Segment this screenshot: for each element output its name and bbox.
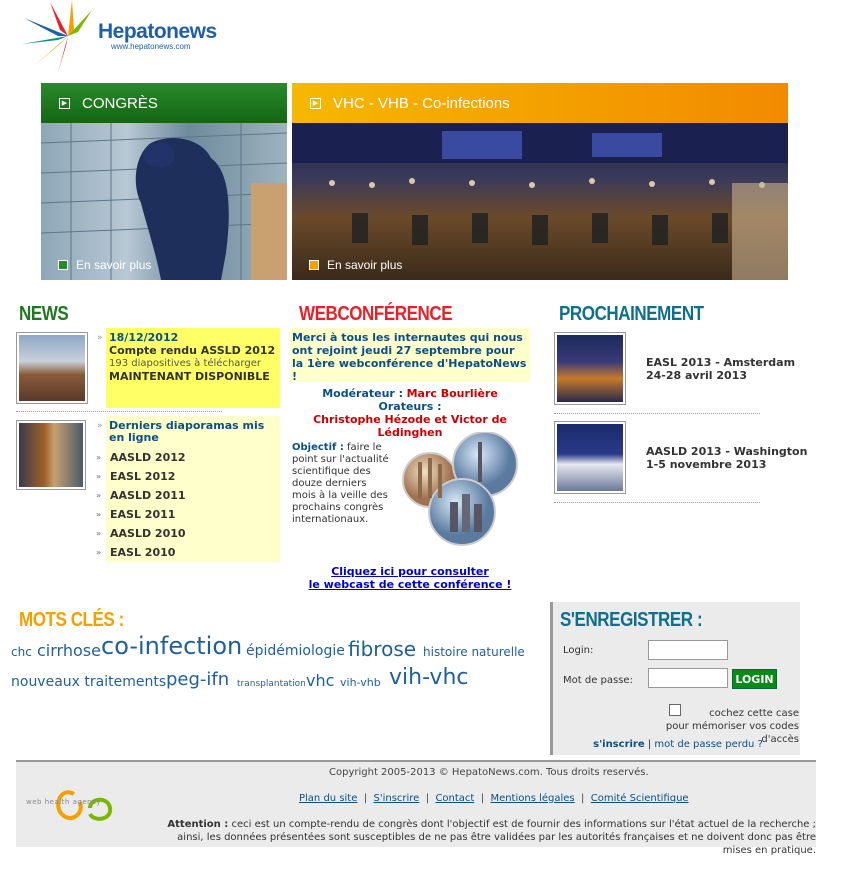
banner-vhc[interactable] <box>292 83 788 281</box>
keyword-peg-ifn[interactable]: peg-ifn <box>166 669 230 690</box>
register-box <box>550 602 800 755</box>
register-links <box>553 739 803 750</box>
event-washington[interactable] <box>646 445 807 471</box>
bullet-icon: » <box>96 509 102 519</box>
banner-congres-header <box>41 83 287 123</box>
more-label: En savoir plus <box>76 258 152 272</box>
keyword-histoire-naturelle[interactable]: histoire naturelle <box>423 645 525 659</box>
list-item[interactable] <box>96 488 186 502</box>
event-dates: 24-28 avril 2013 <box>646 369 748 382</box>
banner-congres-title: CONGRÈS <box>82 94 158 112</box>
attention-text <box>150 818 816 857</box>
footer-link-mentions[interactable]: Mentions légales <box>490 793 575 804</box>
register-title: S'ENREGISTRER : <box>560 609 703 631</box>
keyword-transplantation[interactable]: transplantation <box>237 679 306 689</box>
webconf-objectif <box>292 442 392 526</box>
divider <box>16 411 222 412</box>
copyright: Copyright 2005-2013 © HepatoNews.com. Tous droits reservés. <box>329 767 649 778</box>
webcast-link-line2[interactable]: le webcast de cette conférence ! <box>308 578 512 591</box>
prochainement-title: PROCHAINEMENT <box>559 303 704 325</box>
bullet-icon: » <box>97 333 103 343</box>
list-item-label: AASLD 2012 <box>110 450 186 464</box>
keyword-chc[interactable]: chc <box>11 645 32 659</box>
news-title: NEWS <box>19 303 69 325</box>
webcast-link-line1[interactable]: Cliquez ici pour consulter <box>331 565 489 578</box>
list-item[interactable] <box>96 469 175 483</box>
separator: | <box>647 739 652 750</box>
en-savoir-plus-vhc[interactable] <box>309 258 402 272</box>
bullet-icon: » <box>96 490 102 500</box>
login-label: Login: <box>563 645 594 656</box>
webconf-intro-box <box>290 328 530 382</box>
keyword-epidemiologie[interactable]: épidémiologie <box>246 643 345 659</box>
footer-links: Plan du site | S'inscrire | Contact | Mentions légales | Comité Scientifique <box>299 793 689 804</box>
event-thumb-washington[interactable] <box>554 421 626 494</box>
news-headline: Compte rendu ASSLD 2012 <box>109 344 276 357</box>
news-sub: 193 diapositives à télécharger <box>109 358 261 369</box>
login-input[interactable] <box>648 640 728 660</box>
remember-label: cochez cette case pour mémoriser vos codes d'accès <box>665 708 799 745</box>
attention-label: Attention : <box>167 819 229 830</box>
en-savoir-plus-congres[interactable] <box>58 258 151 272</box>
password-label: Mot de passe: <box>563 675 633 686</box>
logo-url: www.hepatonews.com <box>111 42 191 51</box>
logo-star-icon[interactable] <box>20 0 110 72</box>
conference-hall-photo <box>292 123 788 280</box>
arrow-square-icon <box>58 260 68 270</box>
bullet-icon: » <box>96 528 102 538</box>
news-thumb-2[interactable] <box>16 420 86 490</box>
face-photo <box>19 423 83 487</box>
event-name: EASL 2013 - Amsterdam <box>646 356 796 369</box>
forgot-password-link[interactable]: mot de passe perdu ? <box>654 739 763 750</box>
arrow-square-icon: ▶ <box>310 98 321 109</box>
footer-link-plan[interactable]: Plan du site <box>299 793 358 804</box>
keyword-vih-vhb[interactable]: vih-vhb <box>340 676 381 689</box>
event-amsterdam[interactable] <box>646 356 795 382</box>
attention-body: ceci est un compte-rendu de congrès dont l'objectif est de fournir des informations sur l'état actuel de la recherche ; ainsi, les données présentées sont susceptibles de ne pas être validées par les autorités françaises et ne doivent donc pas être mises en pratique. <box>177 819 816 856</box>
news-status: MAINTENANT DISPONIBLE <box>109 370 270 383</box>
footer-link-inscrire[interactable]: S'inscrire <box>373 793 420 804</box>
list-item[interactable] <box>96 507 175 521</box>
arrow-square-icon: ▶ <box>59 98 70 109</box>
password-input[interactable] <box>648 668 728 688</box>
list-item-label: AASLD 2010 <box>110 526 186 540</box>
news-item-2-headline[interactable]: Derniers diaporamas mis en ligne <box>109 419 265 444</box>
list-item[interactable] <box>96 450 186 464</box>
list-item-label: EASL 2011 <box>110 507 176 521</box>
moderateur: Marc Bourlière <box>406 387 498 400</box>
keyword-co-infection[interactable]: co-infection <box>101 632 243 660</box>
bullet-icon: » <box>96 547 102 557</box>
building-photo <box>19 335 85 401</box>
list-item-label: AASLD 2011 <box>110 488 186 502</box>
bear-photo <box>41 123 287 280</box>
banner-vhc-title: VHC - VHB - Co-infections <box>333 94 510 112</box>
objectif-text: faire le point sur l'actualité scientifique des douze derniers mois à la veille des prochains congrès internationaux. <box>292 442 389 525</box>
bullet-icon: » <box>96 471 102 481</box>
news-item-2 <box>96 416 280 562</box>
keyword-cirrhose[interactable]: cirrhose <box>37 641 101 660</box>
list-item-label: EASL 2010 <box>110 545 176 559</box>
divider <box>554 413 760 414</box>
event-dates: 1-5 novembre 2013 <box>646 458 767 471</box>
arrow-square-icon <box>309 260 319 270</box>
news-thumb-1[interactable] <box>16 332 88 404</box>
event-thumb-amsterdam[interactable] <box>554 332 626 405</box>
list-item[interactable] <box>96 545 175 559</box>
news-date: 18/12/2012 <box>109 331 179 344</box>
bullet-icon: » <box>97 421 103 431</box>
bullet-icon: » <box>96 452 102 462</box>
objectif-label: Objectif : <box>292 442 344 453</box>
news-item-1[interactable] <box>106 328 280 408</box>
keyword-vhc[interactable]: vhc <box>306 671 335 690</box>
list-item-label: EASL 2012 <box>110 469 176 483</box>
keyword-nouveaux-traitements[interactable]: nouveaux traitements <box>11 674 167 690</box>
footer <box>16 760 816 856</box>
footer-link-comite[interactable]: Comité Scientifique <box>590 793 689 804</box>
amsterdam-photo <box>557 335 623 402</box>
webconf-title: WEBCONFÉRENCE <box>299 303 453 325</box>
moderateur-label: Modérateur : <box>322 387 404 400</box>
keyword-fibrose[interactable]: fibrose <box>348 637 417 661</box>
logo-text[interactable]: Hepatonews <box>98 20 217 43</box>
mots-cles-title: MOTS CLÉS : <box>19 609 124 631</box>
event-name: AASLD 2013 - Washington <box>646 445 808 458</box>
orateurs: Christophe Hézode et Victor de Lédinghen <box>313 413 507 439</box>
banner-congres[interactable] <box>41 83 287 281</box>
login-button[interactable]: LOGIN <box>732 669 777 689</box>
divider <box>554 502 760 503</box>
webcast-link[interactable] <box>290 565 530 591</box>
more-label: En savoir plus <box>327 258 403 272</box>
webconf-intro: Merci à tous les internautes qui nous ont rejoint jeudi 27 septembre pour la 1ère webconférence d'HepatoNews ! <box>292 331 527 383</box>
orateurs-label: Orateurs : <box>378 400 442 413</box>
agency-tagline: web health agency <box>26 798 102 806</box>
signup-link[interactable]: s'inscrire <box>593 739 645 750</box>
list-item[interactable] <box>96 526 186 540</box>
capitol-photo <box>557 424 623 491</box>
keyword-vih-vhc[interactable]: vih-vhc <box>389 665 469 690</box>
city-bubbles-image <box>400 432 525 547</box>
banner-vhc-header <box>292 83 788 123</box>
footer-link-contact[interactable]: Contact <box>435 793 475 804</box>
